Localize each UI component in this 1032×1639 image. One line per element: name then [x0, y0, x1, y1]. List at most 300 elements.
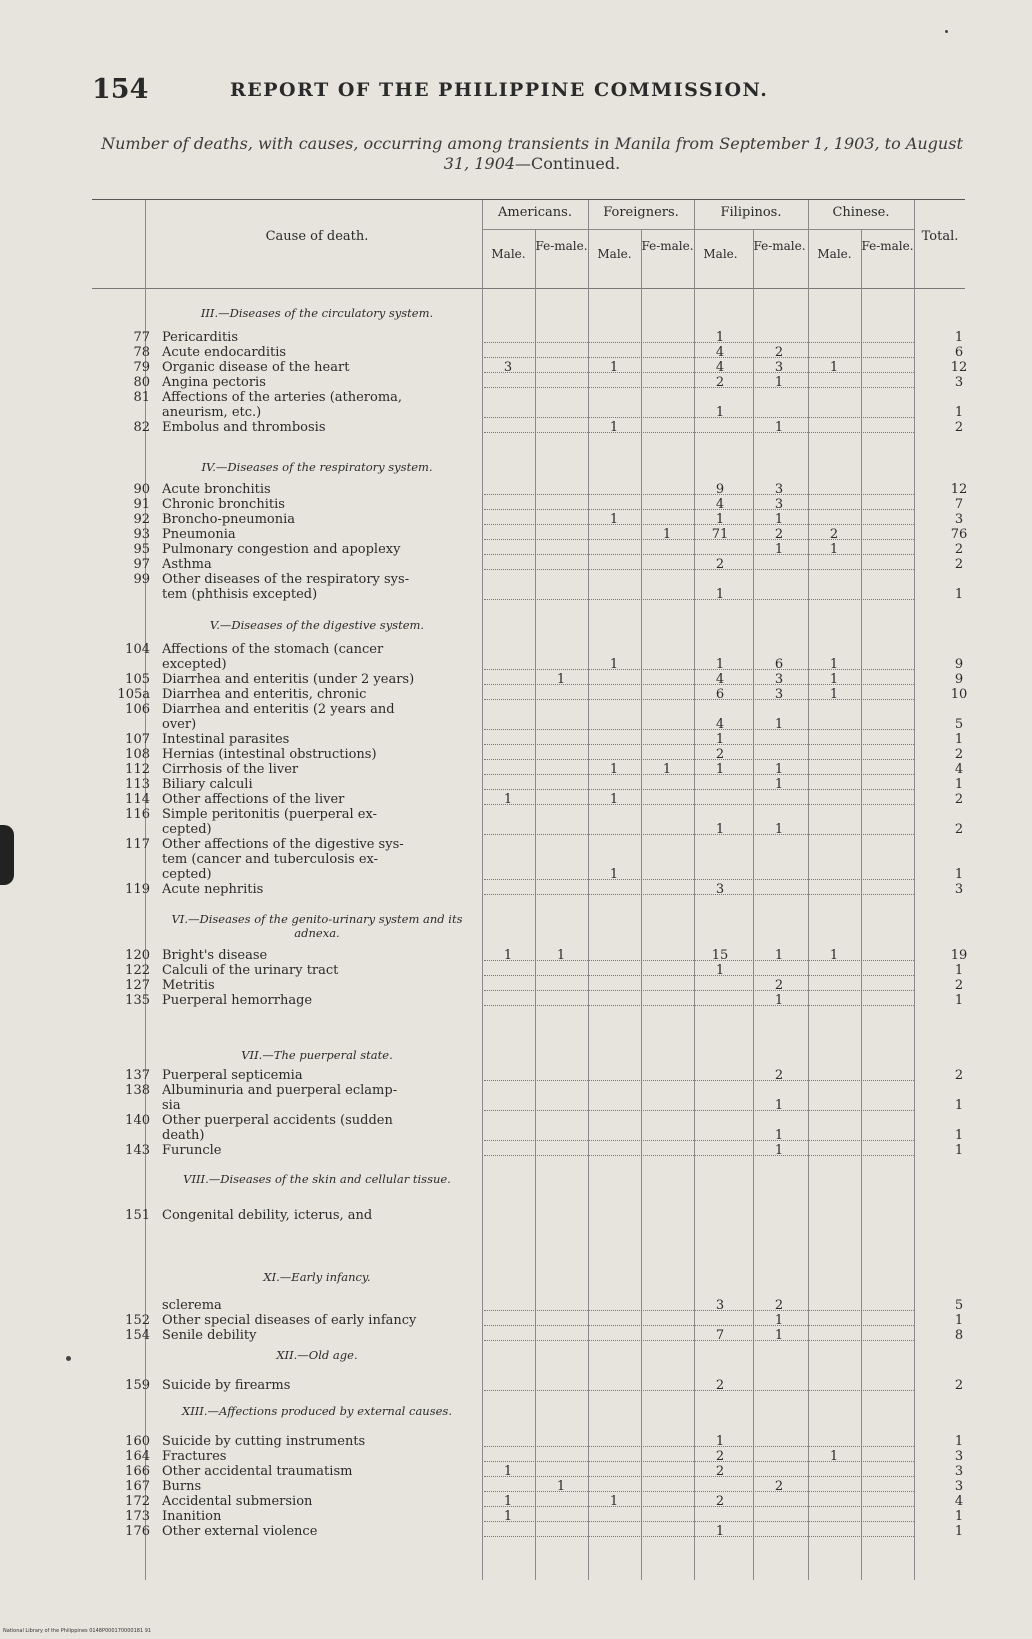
cell-fi-m: 3 — [715, 882, 725, 897]
col-header-total: Total. — [921, 229, 959, 244]
cause-of-death: cepted) — [162, 867, 212, 882]
footer-credit: National Library of the Philippines 0148P000170000181 91 — [3, 1628, 152, 1634]
cell-total: 3 — [954, 512, 964, 527]
cause-of-death: Pneumonia — [162, 527, 236, 542]
cause-number: 154 — [125, 1328, 150, 1343]
cause-number: 99 — [133, 572, 150, 587]
section-heading — [152, 1270, 482, 1284]
table-caption — [92, 134, 972, 174]
leader-dots — [484, 1080, 914, 1081]
cause-number: 113 — [125, 777, 150, 792]
table-row — [92, 702, 965, 718]
cell-fi-m: 2 — [715, 747, 725, 762]
cell-fi-f: 2 — [774, 1068, 784, 1083]
cause-of-death: Angina pectoris — [162, 375, 266, 390]
cell-fi-f: 1 — [774, 512, 784, 527]
col-header-female: Fe-male. — [753, 239, 806, 253]
table-row — [92, 345, 965, 361]
cause-number: 77 — [133, 330, 150, 345]
leader-dots — [484, 990, 914, 991]
table-row — [92, 687, 968, 703]
cell-fi-f: 3 — [774, 497, 784, 512]
leader-dots — [484, 1140, 914, 1141]
table-row — [92, 807, 965, 823]
table-row — [92, 542, 965, 558]
section-heading-text: XI.—Early infancy. — [263, 1270, 371, 1284]
cell-fi-f: 1 — [774, 948, 784, 963]
cell-fi-f: 3 — [774, 482, 784, 497]
table-row — [92, 978, 965, 994]
cell-fi-f: 1 — [774, 542, 784, 557]
cause-of-death: Furuncle — [162, 1143, 222, 1158]
cell-fi-m: 2 — [715, 557, 725, 572]
cause-of-death: Pulmonary congestion and apoplexy — [162, 542, 401, 557]
cell-total: 7 — [954, 497, 964, 512]
cell-fi-f: 1 — [774, 993, 784, 1008]
col-header-filipinos: Filipinos. — [720, 205, 782, 220]
cause-of-death: Senile debility — [162, 1328, 257, 1343]
cause-of-death: sia — [162, 1098, 181, 1113]
cell-fi-m: 1 — [715, 512, 725, 527]
table-row — [92, 420, 965, 436]
table-caption-main: Number of deaths, with causes, occurring among transients in Manila from September 1, 1903, to August 31, 1904 — [101, 134, 963, 173]
cause-of-death: Other accidental traumatism — [162, 1464, 353, 1479]
table-row — [92, 390, 965, 406]
cell-am-f: 1 — [556, 1479, 566, 1494]
cell-fi-m: 9 — [715, 482, 725, 497]
cell-fi-f: 1 — [774, 777, 784, 792]
cell-fo-f: 1 — [662, 762, 672, 777]
cause-of-death: Inanition — [162, 1509, 222, 1524]
table-row — [92, 792, 965, 808]
cause-of-death: Other puerperal accidents (sudden — [162, 1113, 393, 1128]
section-heading — [152, 912, 482, 940]
cell-fi-f: 1 — [774, 1313, 784, 1328]
page-header — [92, 74, 952, 114]
cell-total: 9 — [954, 672, 964, 687]
cause-of-death: Embolus and thrombosis — [162, 420, 326, 435]
cell-total: 1 — [954, 777, 964, 792]
cell-total: 76 — [950, 527, 968, 542]
cell-am-f: 1 — [556, 948, 566, 963]
cell-fi-m: 4 — [715, 497, 725, 512]
cause-number: 78 — [133, 345, 150, 360]
cell-ch-m: 1 — [829, 657, 839, 672]
cause-of-death: Diarrhea and enteritis, chronic — [162, 687, 367, 702]
cause-of-death: Organic disease of the heart — [162, 360, 350, 375]
cell-ch-m: 1 — [829, 1449, 839, 1464]
cell-total: 1 — [954, 963, 964, 978]
cause-of-death: Asthma — [162, 557, 212, 572]
section-heading — [152, 1348, 482, 1362]
cell-total: 1 — [954, 1313, 964, 1328]
col-header-male: Male. — [597, 247, 632, 261]
cause-number: 176 — [125, 1524, 150, 1539]
col-header-male: Male. — [491, 247, 526, 261]
cause-number: 116 — [125, 807, 150, 822]
cause-number: 172 — [125, 1494, 150, 1509]
cell-fi-m: 4 — [715, 360, 725, 375]
cause-number: 90 — [133, 482, 150, 497]
cause-number: 93 — [133, 527, 150, 542]
cell-fo-m: 1 — [609, 420, 619, 435]
cause-number: 140 — [125, 1113, 150, 1128]
cell-total: 6 — [954, 345, 964, 360]
cell-ch-m: 2 — [829, 527, 839, 542]
cell-fo-m: 1 — [609, 867, 619, 882]
cause-number: 92 — [133, 512, 150, 527]
cell-fi-f: 2 — [774, 527, 784, 542]
section-heading-text: V.—Diseases of the digestive system. — [209, 618, 425, 632]
section-heading-text: IV.—Diseases of the respiratory system. — [201, 460, 433, 474]
table-row — [92, 497, 965, 513]
cause-of-death: Metritis — [162, 978, 215, 993]
cause-of-death: Calculi of the urinary tract — [162, 963, 339, 978]
cell-total: 8 — [954, 1328, 964, 1343]
cause-of-death: Cirrhosis of the liver — [162, 762, 299, 777]
cell-total: 2 — [954, 1378, 964, 1393]
cause-of-death: Affections of the stomach (cancer — [162, 642, 384, 657]
table-row — [92, 1083, 965, 1099]
cell-total: 3 — [954, 882, 964, 897]
section-heading — [152, 1404, 482, 1418]
col-header-cause: Cause of death. — [265, 229, 369, 244]
cell-fi-f: 2 — [774, 1298, 784, 1313]
cause-of-death: Simple peritonitis (puerperal ex- — [162, 807, 377, 822]
cell-am-m: 1 — [503, 948, 513, 963]
cell-fi-m: 15 — [711, 948, 729, 963]
table-row — [92, 1494, 965, 1510]
cause-number: 80 — [133, 375, 150, 390]
leader-dots — [484, 789, 914, 790]
cause-number: 120 — [125, 948, 150, 963]
table-row — [92, 360, 968, 376]
table-row — [92, 837, 965, 853]
cell-fi-f: 3 — [774, 360, 784, 375]
section-heading-text: VIII.—Diseases of the skin and cellular tissue. — [183, 1172, 451, 1186]
cell-ch-m: 1 — [829, 672, 839, 687]
cell-total: 2 — [954, 822, 964, 837]
col-header-chinese: Chinese. — [832, 205, 890, 220]
table-row — [92, 557, 965, 573]
cell-total: 3 — [954, 1479, 964, 1494]
cell-am-m: 1 — [503, 1464, 513, 1479]
cell-fi-f: 1 — [774, 420, 784, 435]
cell-ch-m: 1 — [829, 542, 839, 557]
cause-of-death: Pericarditis — [162, 330, 239, 345]
cell-total: 2 — [954, 542, 964, 557]
cell-total: 3 — [954, 375, 964, 390]
cell-ch-m: 1 — [829, 687, 839, 702]
cause-of-death: Fractures — [162, 1449, 227, 1464]
table-row — [92, 1208, 965, 1224]
leader-dots — [484, 1155, 914, 1156]
col-header-female: Fe-male. — [535, 239, 588, 253]
cell-total: 1 — [954, 405, 964, 420]
cell-total: 5 — [954, 1298, 964, 1313]
cause-of-death: Other affections of the liver — [162, 792, 345, 807]
cell-total: 2 — [954, 1068, 964, 1083]
cell-fi-m: 2 — [715, 1464, 725, 1479]
table-caption-continued: —Continued. — [515, 154, 621, 173]
cause-number: 152 — [125, 1313, 150, 1328]
page-number: 154 — [92, 74, 149, 105]
cause-of-death: Suicide by firearms — [162, 1378, 291, 1393]
cell-fo-m: 1 — [609, 657, 619, 672]
cause-number: 173 — [125, 1509, 150, 1524]
cause-of-death: Hernias (intestinal obstructions) — [162, 747, 377, 762]
cause-of-death: Acute nephritis — [162, 882, 264, 897]
cause-of-death: Broncho-pneumonia — [162, 512, 296, 527]
cause-number: 97 — [133, 557, 150, 572]
cell-total: 1 — [954, 1128, 964, 1143]
table-row — [92, 1328, 965, 1344]
cell-fi-f: 1 — [774, 1328, 784, 1343]
table-row — [92, 657, 965, 673]
table-row — [92, 852, 965, 868]
cell-fi-m: 1 — [715, 822, 725, 837]
cell-fi-m: 2 — [715, 375, 725, 390]
cause-of-death: Albuminuria and puerperal eclamp- — [162, 1083, 398, 1098]
cell-fi-f: 1 — [774, 822, 784, 837]
cell-total: 1 — [954, 1143, 964, 1158]
cell-total: 10 — [950, 687, 968, 702]
table-row — [92, 1068, 965, 1084]
cause-of-death: Accidental submersion — [162, 1494, 313, 1509]
cell-fi-m: 4 — [715, 717, 725, 732]
cell-fi-m: 4 — [715, 345, 725, 360]
cause-of-death: tem (phthisis excepted) — [162, 587, 318, 602]
cell-fi-m: 6 — [715, 687, 725, 702]
cell-fi-f: 1 — [774, 1143, 784, 1158]
cause-of-death: cepted) — [162, 822, 212, 837]
table-row — [92, 1464, 965, 1480]
cell-fi-m: 1 — [715, 587, 725, 602]
table-row — [92, 330, 965, 346]
leader-dots — [484, 804, 914, 805]
table-row — [92, 405, 965, 421]
col-header-male: Male. — [703, 247, 738, 261]
section-heading-text: XIII.—Affections produced by external causes. — [182, 1404, 452, 1418]
cause-of-death: Puerperal septicemia — [162, 1068, 303, 1083]
cause-of-death: Affections of the arteries (atheroma, — [162, 390, 403, 405]
table-row — [92, 762, 965, 778]
table-row — [92, 527, 968, 543]
cause-of-death: Intestinal parasites — [162, 732, 290, 747]
section-heading — [152, 618, 482, 632]
cell-fi-f: 1 — [774, 762, 784, 777]
cause-of-death: death) — [162, 1128, 205, 1143]
cell-fo-m: 1 — [609, 762, 619, 777]
cell-total: 12 — [950, 482, 968, 497]
cell-fi-f: 2 — [774, 345, 784, 360]
cause-of-death: aneurism, etc.) — [162, 405, 262, 420]
cell-fi-f: 3 — [774, 687, 784, 702]
cause-number: 138 — [125, 1083, 150, 1098]
table-row — [92, 717, 965, 733]
cell-total: 1 — [954, 993, 964, 1008]
cause-number: 160 — [125, 1434, 150, 1449]
leader-dots — [484, 1325, 914, 1326]
cell-total: 1 — [954, 867, 964, 882]
table-row — [92, 882, 965, 898]
cause-of-death: Acute bronchitis — [162, 482, 271, 497]
section-heading — [152, 1048, 482, 1062]
cell-total: 1 — [954, 1434, 964, 1449]
table-row — [92, 867, 965, 883]
cell-total: 1 — [954, 1098, 964, 1113]
cell-fi-m: 1 — [715, 762, 725, 777]
cell-total: 12 — [950, 360, 968, 375]
section-heading-text: VII.—The puerperal state. — [241, 1048, 393, 1062]
cause-number: 164 — [125, 1449, 150, 1464]
cause-number: 82 — [133, 420, 150, 435]
cell-total: 4 — [954, 762, 964, 777]
table-top-rule — [92, 199, 965, 200]
table-row — [92, 1098, 965, 1114]
table-header-rule — [92, 288, 965, 289]
cell-fi-m: 1 — [715, 732, 725, 747]
cell-total: 3 — [954, 1464, 964, 1479]
cell-total: 5 — [954, 717, 964, 732]
table-row — [92, 963, 965, 979]
cell-total: 19 — [950, 948, 968, 963]
section-heading — [152, 306, 482, 320]
table-row — [92, 1434, 965, 1450]
cell-fo-m: 1 — [609, 1494, 619, 1509]
cell-total: 2 — [954, 792, 964, 807]
table-row — [92, 1298, 965, 1314]
section-heading — [152, 460, 482, 474]
table-row — [92, 1524, 965, 1540]
page-speck — [66, 1356, 71, 1361]
cell-fi-m: 3 — [715, 1298, 725, 1313]
cell-fi-f: 6 — [774, 657, 784, 672]
table-row — [92, 732, 965, 748]
cell-fi-m: 1 — [715, 330, 725, 345]
cause-of-death: Other affections of the digestive sys- — [162, 837, 404, 852]
cause-number: 79 — [133, 360, 150, 375]
col-header-female: Fe-male. — [861, 239, 914, 253]
cell-fi-m: 1 — [715, 963, 725, 978]
section-heading — [152, 1172, 482, 1186]
cause-number: 104 — [125, 642, 150, 657]
cell-fi-m: 2 — [715, 1449, 725, 1464]
cause-number: 81 — [133, 390, 150, 405]
cause-of-death: Acute endocarditis — [162, 345, 287, 360]
cell-total: 1 — [954, 1509, 964, 1524]
cell-fi-m: 1 — [715, 657, 725, 672]
page-title: REPORT OF THE PHILIPPINE COMMISSION. — [230, 79, 769, 101]
table-row — [92, 1128, 965, 1144]
binding-shadow — [0, 825, 14, 885]
cell-total: 1 — [954, 587, 964, 602]
cause-number: 112 — [125, 762, 150, 777]
cell-am-m: 1 — [503, 792, 513, 807]
col-header-americans: Americans. — [498, 205, 572, 220]
cell-total: 1 — [954, 732, 964, 747]
cause-of-death: Diarrhea and enteritis (under 2 years) — [162, 672, 415, 687]
table-row — [92, 672, 965, 688]
table-row — [92, 777, 965, 793]
cell-fo-f: 1 — [662, 527, 672, 542]
cause-number: 166 — [125, 1464, 150, 1479]
cause-number: 117 — [125, 837, 150, 852]
cell-fi-m: 1 — [715, 1524, 725, 1539]
cell-am-m: 1 — [503, 1494, 513, 1509]
section-heading-text: VI.—Diseases of the genito-urinary system and its adnexa. — [171, 912, 463, 940]
cell-fi-m: 1 — [715, 1434, 725, 1449]
cause-number: 119 — [125, 882, 150, 897]
col-header-foreigners: Foreigners. — [603, 205, 679, 220]
cause-number: 167 — [125, 1479, 150, 1494]
cause-of-death: Other external violence — [162, 1524, 318, 1539]
cell-fi-f: 2 — [774, 978, 784, 993]
cause-number: 143 — [125, 1143, 150, 1158]
section-heading-text: III.—Diseases of the circulatory system. — [200, 306, 434, 320]
leader-dots — [484, 1110, 914, 1111]
cell-am-m: 3 — [503, 360, 513, 375]
cause-number: 108 — [125, 747, 150, 762]
table-row — [92, 642, 965, 658]
cell-total: 3 — [954, 1449, 964, 1464]
cell-total: 4 — [954, 1494, 964, 1509]
leader-dots — [484, 879, 914, 880]
table-row — [92, 993, 965, 1009]
cause-number: 105 — [125, 672, 150, 687]
cell-fi-f: 1 — [774, 1098, 784, 1113]
cause-number: 137 — [125, 1068, 150, 1083]
leader-dots — [484, 1521, 914, 1522]
table-row — [92, 587, 965, 603]
cause-number: 135 — [125, 993, 150, 1008]
cause-number: 151 — [125, 1208, 150, 1223]
cell-am-m: 1 — [503, 1509, 513, 1524]
cell-fi-f: 1 — [774, 717, 784, 732]
group-header-rule — [482, 229, 914, 230]
cause-of-death: excepted) — [162, 657, 227, 672]
cause-of-death: Other special diseases of early infancy — [162, 1313, 417, 1328]
cause-of-death: Biliary calculi — [162, 777, 253, 792]
section-heading-text: XII.—Old age. — [276, 1348, 358, 1362]
cell-fi-m: 2 — [715, 1494, 725, 1509]
cell-fi-f: 1 — [774, 1128, 784, 1143]
cell-fo-m: 1 — [609, 512, 619, 527]
cause-number: 105a — [117, 687, 150, 702]
col-header-female: Fe-male. — [641, 239, 694, 253]
cause-of-death: Chronic bronchitis — [162, 497, 285, 512]
cell-total: 1 — [954, 330, 964, 345]
cause-number: 114 — [125, 792, 150, 807]
table-row — [92, 482, 968, 498]
table-row — [92, 822, 965, 838]
cause-of-death: Diarrhea and enteritis (2 years and — [162, 702, 395, 717]
table-row — [92, 1479, 965, 1495]
cell-fi-m: 4 — [715, 672, 725, 687]
table-row — [92, 375, 965, 391]
cause-number: 95 — [133, 542, 150, 557]
cell-fi-m: 71 — [711, 527, 729, 542]
cause-number: 159 — [125, 1378, 150, 1393]
cell-total: 2 — [954, 420, 964, 435]
table-row — [92, 1449, 965, 1465]
table-row — [92, 948, 968, 964]
table-row — [92, 747, 965, 763]
cell-ch-m: 1 — [829, 360, 839, 375]
table-row — [92, 1313, 965, 1329]
cell-total: 9 — [954, 657, 964, 672]
cell-fi-m: 1 — [715, 405, 725, 420]
